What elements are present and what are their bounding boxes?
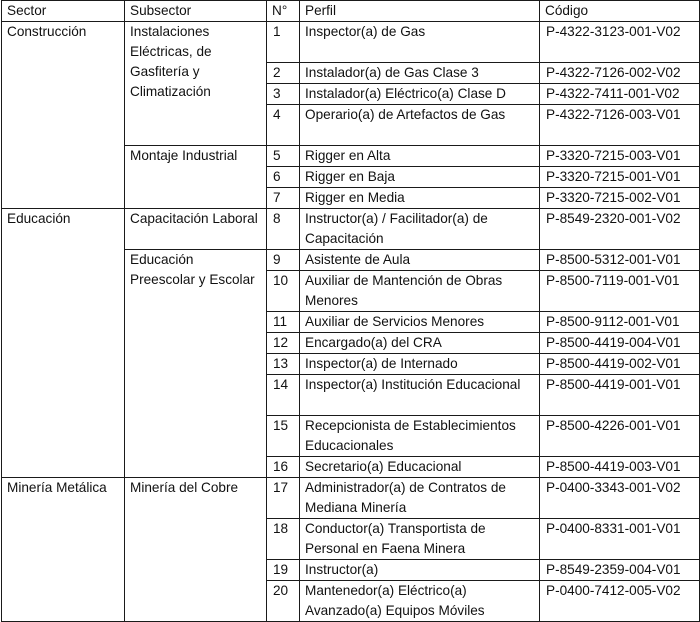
sector-cell: Educación — [2, 209, 125, 478]
num-cell: 1 — [267, 22, 300, 63]
num-cell: 9 — [267, 250, 300, 271]
table-row — [2, 22, 700, 63]
num-cell: 18 — [267, 519, 300, 560]
num-cell: 12 — [267, 333, 300, 354]
num-cell: 20 — [267, 581, 300, 622]
subsector-cell: Instalaciones Eléctricas, de Gasfitería y Climatización — [125, 22, 267, 146]
perfil-cell: Instructor(a) / Facilitador(a) de Capacitación — [300, 209, 540, 250]
num-cell: 13 — [267, 354, 300, 375]
num-cell: 6 — [267, 167, 300, 188]
perfil-cell: Asistente de Aula — [300, 250, 540, 271]
num-cell: 11 — [267, 312, 300, 333]
header-row — [2, 1, 700, 22]
num-cell: 14 — [267, 375, 300, 416]
num-cell: 10 — [267, 271, 300, 312]
perfil-cell: Operario(a) de Artefactos de Gas — [300, 105, 540, 146]
perfil-cell: Auxiliar de Mantención de Obras Menores — [300, 271, 540, 312]
codigo-cell: P-8500-4419-001-V01 — [540, 375, 700, 416]
perfil-cell: Inspector(a) Institución Educacional — [300, 375, 540, 416]
codigo-cell: P-8500-4419-004-V01 — [540, 333, 700, 354]
perfil-cell: Inspector(a) de Internado — [300, 354, 540, 375]
codigo-cell: P-8500-5312-001-V01 — [540, 250, 700, 271]
subsector-cell: Educación Preescolar y Escolar — [125, 250, 267, 478]
num-cell: 4 — [267, 105, 300, 146]
perfil-cell: Conductor(a) Transportista de Personal en Faena Minera — [300, 519, 540, 560]
codigo-cell: P-0400-7412-005-V02 — [540, 581, 700, 622]
num-cell: 5 — [267, 146, 300, 167]
codigo-cell: P-8500-9112-001-V01 — [540, 312, 700, 333]
profiles-table — [1, 0, 700, 622]
header-perfil: Perfil — [300, 1, 540, 22]
perfil-cell: Rigger en Alta — [300, 146, 540, 167]
perfil-cell: Rigger en Baja — [300, 167, 540, 188]
subsector-cell: Montaje Industrial — [125, 146, 267, 209]
codigo-cell: P-8500-7119-001-V01 — [540, 271, 700, 312]
perfil-cell: Instalador(a) de Gas Clase 3 — [300, 63, 540, 84]
num-cell: 2 — [267, 63, 300, 84]
header-codigo: Código — [540, 1, 700, 22]
subsector-cell: Minería del Cobre — [125, 478, 267, 622]
header-sector: Sector — [2, 1, 125, 22]
perfil-cell: Secretario(a) Educacional — [300, 457, 540, 478]
perfil-cell: Administrador(a) de Contratos de Mediana Minería — [300, 478, 540, 519]
codigo-cell: P-8549-2320-001-V02 — [540, 209, 700, 250]
codigo-cell: P-8500-4419-003-V01 — [540, 457, 700, 478]
codigo-cell: P-3320-7215-003-V01 — [540, 146, 700, 167]
perfil-cell: Recepcionista de Establecimientos Educacionales — [300, 416, 540, 457]
num-cell: 17 — [267, 478, 300, 519]
num-cell: 19 — [267, 560, 300, 581]
codigo-cell: P-4322-7126-003-V01 — [540, 105, 700, 146]
num-cell: 8 — [267, 209, 300, 250]
table-row — [2, 209, 700, 250]
num-cell: 16 — [267, 457, 300, 478]
sector-cell: Construcción — [2, 22, 125, 209]
codigo-cell: P-0400-3343-001-V02 — [540, 478, 700, 519]
header-num: N° — [267, 1, 300, 22]
perfil-cell: Encargado(a) del CRA — [300, 333, 540, 354]
num-cell: 3 — [267, 84, 300, 105]
codigo-cell: P-3320-7215-002-V01 — [540, 188, 700, 209]
codigo-cell: P-8500-4419-002-V01 — [540, 354, 700, 375]
codigo-cell: P-4322-3123-001-V02 — [540, 22, 700, 63]
codigo-cell: P-8549-2359-004-V01 — [540, 560, 700, 581]
num-cell: 7 — [267, 188, 300, 209]
codigo-cell: P-4322-7126-002-V02 — [540, 63, 700, 84]
codigo-cell: P-4322-7411-001-V02 — [540, 84, 700, 105]
header-subsector: Subsector — [125, 1, 267, 22]
codigo-cell: P-8500-4226-001-V01 — [540, 416, 700, 457]
perfil-cell: Instructor(a) — [300, 560, 540, 581]
subsector-cell: Capacitación Laboral — [125, 209, 267, 250]
num-cell: 15 — [267, 416, 300, 457]
codigo-cell: P-3320-7215-001-V01 — [540, 167, 700, 188]
perfil-cell: Rigger en Media — [300, 188, 540, 209]
table-row — [2, 478, 700, 519]
perfil-cell: Instalador(a) Eléctrico(a) Clase D — [300, 84, 540, 105]
perfil-cell: Auxiliar de Servicios Menores — [300, 312, 540, 333]
perfil-cell: Inspector(a) de Gas — [300, 22, 540, 63]
sector-cell: Minería Metálica — [2, 478, 125, 622]
codigo-cell: P-0400-8331-001-V01 — [540, 519, 700, 560]
perfil-cell: Mantenedor(a) Eléctrico(a) Avanzado(a) Equipos Móviles — [300, 581, 540, 622]
